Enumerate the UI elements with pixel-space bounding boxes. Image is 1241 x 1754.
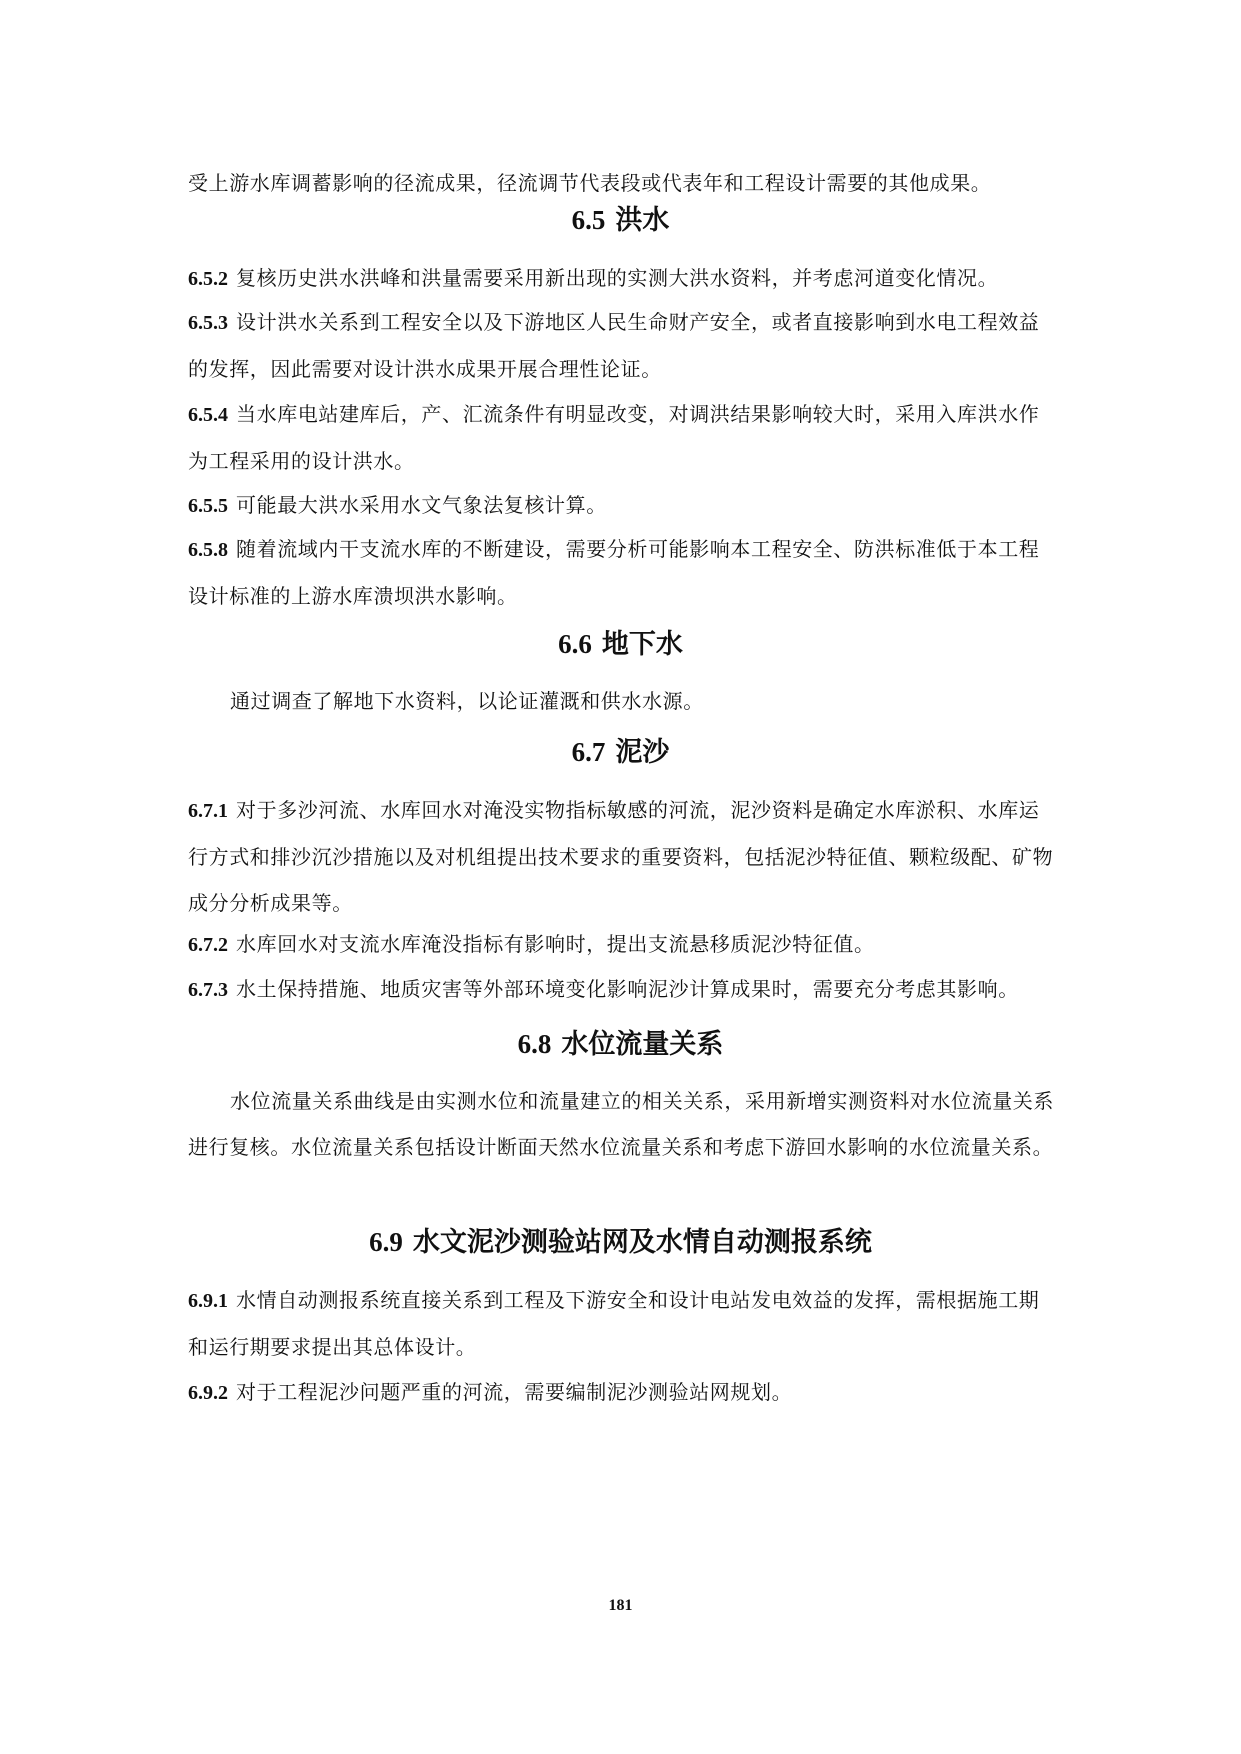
clause-text: 设计洪水关系到工程安全以及下游地区人民生命财产安全，或者直接影响到水电工程效益的发挥，因此需要对设计洪水成果开展合理性论证。 (188, 310, 1040, 381)
clause-number: 6.5.2 (188, 268, 228, 290)
section-heading-6-6 (0, 624, 1241, 665)
clause-number: 6.5.8 (188, 539, 228, 561)
section-number: 6.9 (369, 1227, 403, 1257)
stage-discharge-paragraph: 水位流量关系曲线是由实测水位和流量建立的相关关系，采用新增实测资料对水位流量关系进行复核。水位流量关系包括设计断面天然水位流量关系和考虑下游回水影响的水位流量关系。 (188, 1089, 1054, 1159)
clause-text: 当水库电站建库后，产、汇流条件有明显改变，对调洪结果影响较大时，采用入库洪水作为工程采用的设计洪水。 (188, 402, 1040, 473)
section-heading-6-9 (0, 1222, 1241, 1263)
section-title: 洪水 (615, 205, 670, 236)
clause-6-7-3 (188, 966, 1056, 1013)
section-title: 地下水 (601, 629, 683, 660)
clause-6-9-1 (188, 1277, 1056, 1370)
clause-6-5-5 (188, 482, 1056, 529)
clause-number: 6.9.1 (188, 1290, 228, 1312)
clause-text: 对于工程泥沙问题严重的河流，需要编制泥沙测验站网规划。 (236, 1380, 793, 1404)
clause-text: 对于多沙河流、水库回水对淹没实物指标敏感的河流，泥沙资料是确定水库淤积、水库运行方式和排沙沉沙措施以及对机组提出技术要求的重要资料，包括泥沙特征值、颗粒级配、矿物成分分析成果等。 (188, 798, 1054, 915)
clause-6-5-8 (188, 526, 1056, 619)
clause-6-5-4 (188, 391, 1056, 484)
clause-number: 6.7.3 (188, 979, 228, 1001)
clause-text: 水土保持措施、地质灾害等外部环境变化影响泥沙计算成果时，需要充分考虑其影响。 (236, 977, 1019, 1001)
clause-6-5-2 (188, 255, 1056, 302)
clause-text: 随着流域内干支流水库的不断建设，需要分析可能影响本工程安全、防洪标准低于本工程设计标准的上游水库溃坝洪水影响。 (188, 537, 1040, 608)
clause-text: 水情自动测报系统直接关系到工程及下游安全和设计电站发电效益的发挥，需根据施工期和运行期要求提出其总体设计。 (188, 1288, 1040, 1359)
section-number: 6.6 (558, 629, 592, 659)
groundwater-paragraph: 通过调查了解地下水资料，以论证灌溉和供水水源。 (230, 689, 704, 713)
clause-6-9-2 (188, 1369, 1056, 1416)
clause-number: 6.9.2 (188, 1382, 228, 1404)
clause-text: 水库回水对支流水库淹没指标有影响时，提出支流悬移质泥沙特征值。 (236, 932, 875, 956)
clause-text: 复核历史洪水洪峰和洪量需要采用新出现的实测大洪水资料，并考虑河道变化情况。 (236, 266, 999, 290)
clause-number: 6.5.4 (188, 404, 228, 426)
clause-text: 可能最大洪水采用水文气象法复核计算。 (236, 493, 607, 517)
clause-number: 6.5.5 (188, 495, 228, 517)
section-number: 6.8 (517, 1029, 552, 1059)
intro-paragraph: 受上游水库调蓄影响的径流成果，径流调节代表段或代表年和工程设计需要的其他成果。 (188, 171, 992, 195)
clause-number: 6.5.3 (188, 312, 228, 334)
section-number: 6.7 (571, 737, 606, 767)
section-title: 泥沙 (615, 737, 670, 768)
section-heading-6-8 (0, 1024, 1241, 1065)
section-title: 水文泥沙测验站网及水情自动测报系统 (412, 1227, 872, 1258)
section-number: 6.5 (571, 205, 606, 235)
section-title: 水位流量关系 (561, 1029, 724, 1060)
clause-6-7-2 (188, 921, 1056, 968)
clause-6-7-1 (188, 787, 1056, 926)
section-heading-6-7 (0, 732, 1241, 773)
section-heading-6-5 (0, 200, 1241, 241)
clause-number: 6.7.2 (188, 934, 228, 956)
page-number: 181 (608, 1597, 633, 1614)
clause-6-5-3 (188, 299, 1056, 392)
clause-number: 6.7.1 (188, 800, 228, 822)
